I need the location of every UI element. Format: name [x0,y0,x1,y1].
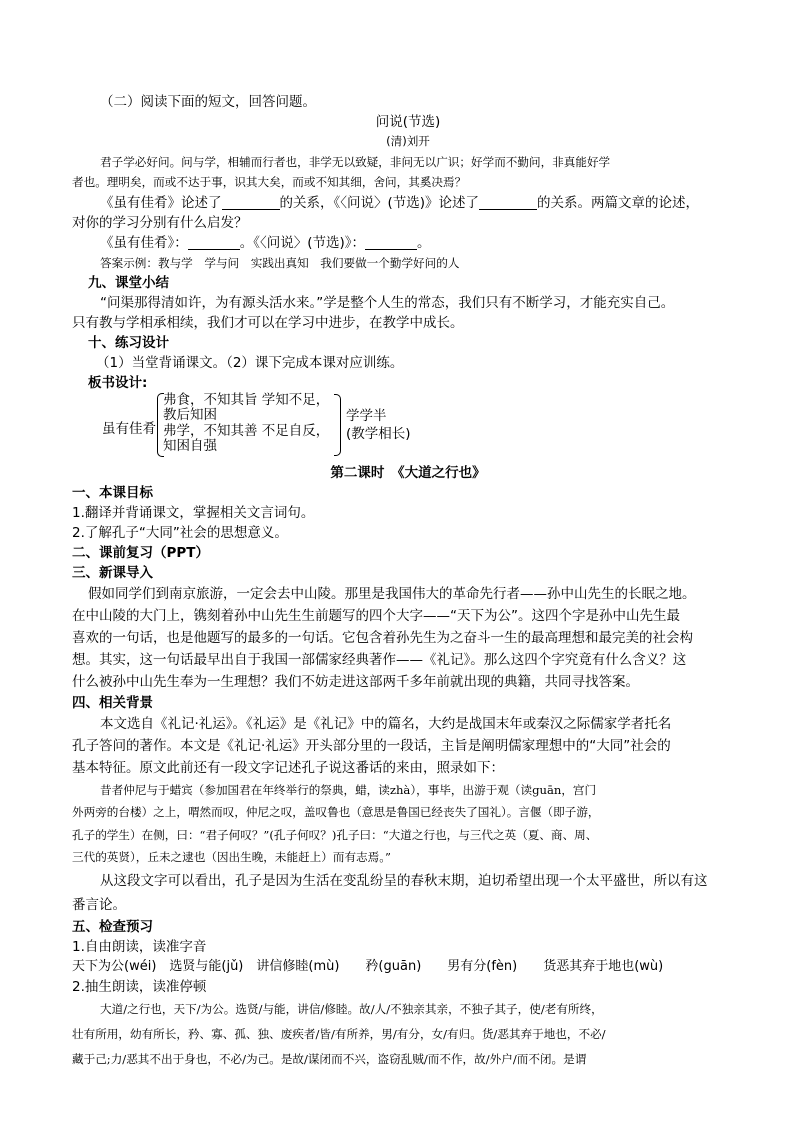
intro-line: 想。其实，这一句话最早出自于我国一部儒家经典著作——《礼记》。那么这四个字究竟有什么含义？这 [72,651,687,668]
answer-blank[interactable] [222,195,280,210]
intro-line: 在中山陵的大门上，镌刻着孙中山先生生前题写的四个大字——“天下为公”。这四个字是孙中山先生最 [72,607,680,624]
section-heading-review: 二、课前复习（PPT） [72,544,209,561]
board-heading: 板书设计: [88,374,148,391]
board-line: 弗食，不知其旨 学知不足， [163,391,330,408]
section-heading-preview: 五、检查预习 [72,918,153,935]
right-brace-icon [334,394,341,456]
question-1-part-a: 《虽有佳肴》论述了 [100,194,222,211]
lesson2-title: 第二课时 《大道之行也》 [330,464,486,481]
passage-author: (清)刘开 [386,134,430,148]
passage-title: 问说(节选) [375,114,441,130]
board-right-column [346,407,411,443]
board-middle-column [163,393,329,455]
board-right-line: 学学半 [346,407,387,424]
section-heading-summary: 九、课堂小结 [88,274,169,291]
passage-line: 者也。理明矣，而或不达于事，识其大矣，而或不知其细，舍问，其奚决焉？ [72,175,467,189]
question-1-line2: 对你的学习分别有什么启发？ [72,214,248,231]
background-line: 基本特征。原文此前还有一段文字记述孔子说这番话的来由，照录如下： [72,759,504,776]
question-1-part-c: 的关系。两篇文章的论述， [537,194,700,211]
question-2-part-a: 《虽有佳肴》： [100,234,188,251]
intro-line: 喜欢的一句话，也是他题写的最多的一句话。它包含着孙先生为之奋斗一生的最高理想和最完美的社会构 [72,629,693,646]
board-left-label: 虽有佳肴 [102,420,156,437]
question-1 [72,193,724,213]
reading-pause-line: 大道/之行也，天下/为公。选贤/与能，讲信/修睦。故/人/不独亲其亲，不独子其子，使/老有所终， [100,1001,603,1016]
pronunciation-words: 天下为公(wéi) 选贤与能(jǔ) 讲信修睦(mù) 矜(guān) 男有分(fèn) 货恶其弃于地也(wù) [72,958,664,974]
section-heading-reading: （二）阅读下面的短文，回答问题。 [100,94,316,110]
preview-step-1: 1.自由朗读，读准字音 [72,938,207,955]
background-line: 本文选自《礼记·礼运》。《礼运》是《礼记》中的篇名，大约是战国末年或秦汉之际儒家学者托名 [100,715,672,732]
summary-line: “问渠那得清如许，为有源头活水来。”学是整个人生的常态，我们只有不断学习，才能充实自己。 [100,294,675,311]
summary-line: 只有教与学相承相续，我们才可以在学习中进步，在教学中成长。 [72,314,464,331]
section-heading-intro: 三、新课导入 [72,564,153,581]
answer-blank[interactable] [188,235,240,250]
preview-step-2: 2.抽生朗读，读准停顿 [72,978,207,995]
answer-blank[interactable] [365,235,417,250]
section-heading-practice: 十、练习设计 [88,334,169,351]
intro-line: 什么被孙中山先生奉为一生理想？我们不妨走进这部两千多年前就出现的典籍，共同寻找答案。 [72,673,639,690]
intro-line: 假如同学们到南京旅游，一定会去中山陵。那里是我国伟大的革命先行者——孙中山先生的长眠之地。 [88,585,696,602]
background-quote-line: 孔子的学生）在侧，曰：“君子何叹？”(孔子何叹？)孔子曰：“大道之行也，与三代之英（夏、商、周、 [72,827,598,842]
background-tail-line: 番言论。 [72,896,126,913]
question-2 [72,233,724,253]
answer-example: 答案示例：教与学 学与问 实践出真知 我们要做一个勤学好问的人 [100,255,460,270]
question-2-part-b: 。《〈问说〉(节选)》： [239,234,366,251]
board-line: 教后知困 [163,407,217,423]
reading-pause-line: 壮有所用，幼有所长，矜、寡、孤、独、废疾者/皆/有所养，男/有分，女/有归。货/恶其弃于地也，不必/ [72,1026,606,1041]
question-1-part-b: 的关系，《〈问说〉(节选)》论述了 [279,194,480,211]
background-quote-line: 三代的英贤），丘未之逮也（因出生晚，未能赶上）而有志焉。” [72,850,391,864]
background-quote-line: 外两旁的台楼）之上，喟然而叹，仲尼之叹，盖叹鲁也（意思是鲁国已经丧失了国礼）。言偃（即子游， [72,805,600,819]
background-tail-line: 从这段文字可以看出，孔子是因为生活在变乱纷呈的春秋末期，迫切希望出现一个太平盛世，所以有这 [100,872,708,889]
section-heading-goals: 一、本课目标 [72,484,153,501]
background-quote-line: 昔者仲尼与于蜡宾（参加国君在年终举行的祭典，蜡，读zhà），事毕，出游于观（读guān，宫门 [100,782,597,797]
practice-text: （1）当堂背诵课文。（2）课下完成本课对应训练。 [96,354,404,371]
answer-blank[interactable] [479,195,537,210]
section-heading-background: 四、相关背景 [72,694,153,711]
board-line: 知困自强 [163,438,217,454]
board-design [72,393,724,457]
passage-line: 君子学必好问。问与学，相辅而行者也，非学无以致疑，非问无以广识；好学而不勤问，非真能好学 [100,154,611,169]
question-2-part-c: 。 [417,234,431,251]
background-line: 孔子答问的著作。本文是《礼记·礼运》开头部分里的一段话，主旨是阐明儒家理想中的“大同”社会的 [72,737,671,754]
reading-pause-line: 藏于己;力/恶其不出于身也，不必/为己。是故/谋闭而不兴，盗窃乱贼/而不作，故/外户/而不闭。是谓 [72,1051,587,1066]
goal-item: 1.翻译并背诵课文，掌握相关文言词句。 [72,504,315,521]
document-content [72,92,724,1072]
board-line: 弗学，不知其善 不足自反， [163,422,330,439]
goal-item: 2.了解孔子“大同”社会的思想意义。 [72,524,288,541]
board-right-line: (教学相长) [346,425,411,442]
